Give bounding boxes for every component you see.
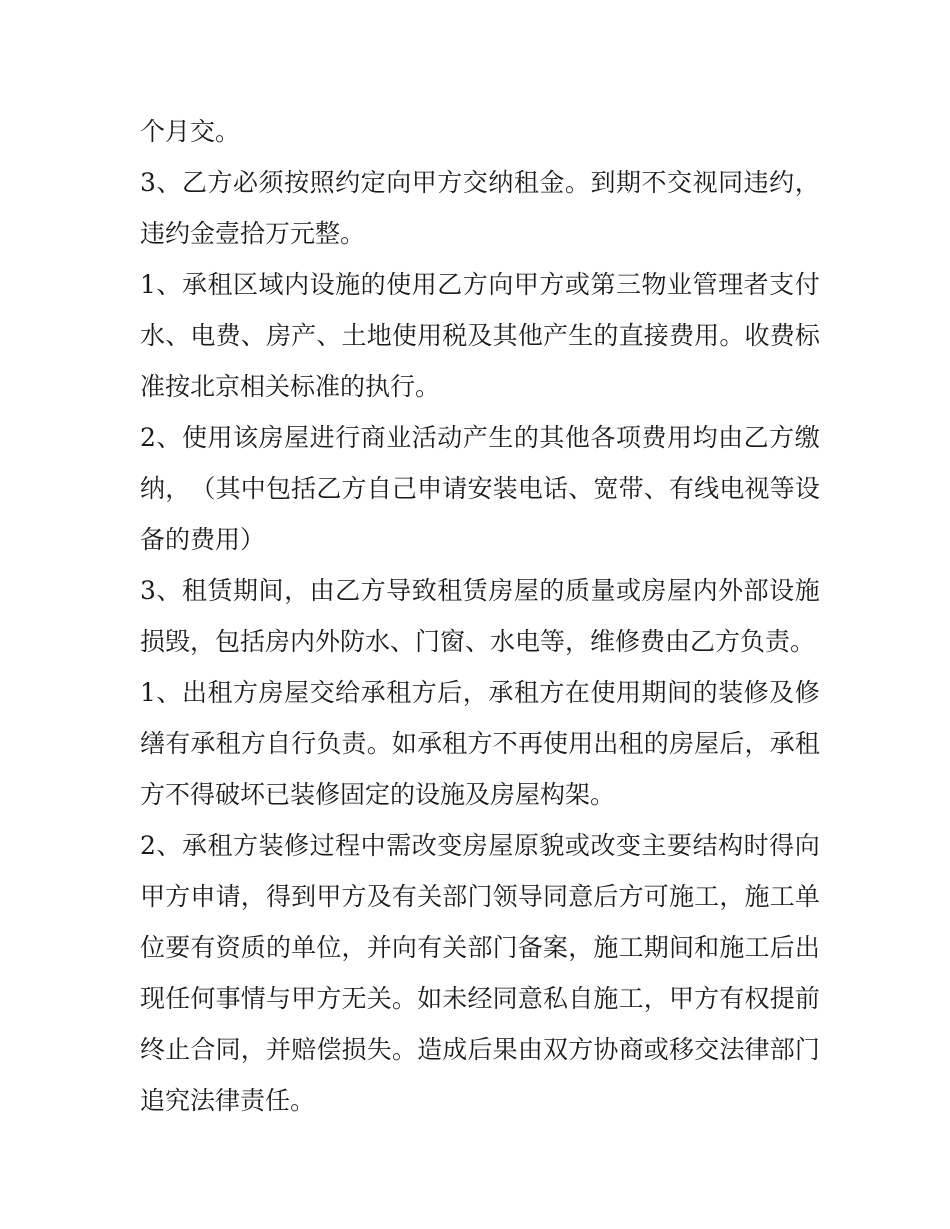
text-line: 3 、 租 赁 期 间 ， 由 乙 方 导 致 租 赁 房 屋 的 质 量 或 房 屋 内 外 部 设 施 <box>140 576 820 605</box>
text-line: 个月交。 <box>140 117 241 146</box>
text-line: 位 要 有 资 质 的 单 位 ， 并 向 有 关 部 门 备 案 ， 施 工 期 间 和 施 工 后 出 <box>140 933 820 962</box>
text-line: 1 、 出 租 方 房 屋 交 给 承 租 方 后 ， 承 租 方 在 使 用 期 间 的 装 修 及 修 <box>140 678 820 707</box>
text-line: 终 止 合 同 ， 并 赔 偿 损 失 。 造 成 后 果 由 双 方 协 商 或 移 交 法 律 部 门 <box>140 1035 820 1064</box>
text-line: 违约金壹拾万元整。 <box>140 219 366 248</box>
text-line: 3 、 乙 方 必 须 按 照 约 定 向 甲 方 交 纳 租 金 。 到 期 不 交 视 同 违 约 ， <box>140 168 820 197</box>
text-line: 2 、 承 租 方 装 修 过 程 中 需 改 变 房 屋 原 貌 或 改 变 主 要 结 构 时 得 向 <box>140 831 820 860</box>
text-line: 追究法律责任。 <box>140 1086 316 1115</box>
text-line: 准按北京相关标准的执行。 <box>140 372 441 401</box>
text-line: 方不得破坏已装修固定的设施及房屋构架。 <box>140 780 616 809</box>
text-line: 2 、 使 用 该 房 屋 进 行 商 业 活 动 产 生 的 其 他 各 项 费 用 均 由 乙 方 缴 <box>140 423 820 452</box>
text-line: 水 、 电 费 、 房 产 、 土 地 使 用 税 及 其 他 产 生 的 直 接 费 用 。 收 费 标 <box>140 321 820 350</box>
text-line: 甲 方 申 请 ， 得 到 甲 方 及 有 关 部 门 领 导 同 意 后 方 可 施 工 ， 施 工 单 <box>140 882 820 911</box>
text-line: 纳 ， （ 其 中 包 括 乙 方 自 己 申 请 安 装 电 话 、 宽 带 、 有 线 电 视 等 设 <box>140 474 820 503</box>
text-line: 现 任 何 事 情 与 甲 方 无 关 。 如 未 经 同 意 私 自 施 工 ， 甲 方 有 权 提 前 <box>140 984 820 1013</box>
text-line: 损毁，包括房内外防水、门窗、水电等，维修费由乙方负责。 <box>140 627 816 656</box>
text-line: 备的费用） <box>140 525 266 554</box>
text-line: 1 、 承 租 区 域 内 设 施 的 使 用 乙 方 向 甲 方 或 第 三 物 业 管 理 者 支 付 <box>140 270 820 299</box>
text-line: 缮 有 承 租 方 自 行 负 责 。 如 承 租 方 不 再 使 用 出 租 的 房 屋 后 ， 承 租 <box>140 729 820 758</box>
document-body <box>140 106 820 1126</box>
